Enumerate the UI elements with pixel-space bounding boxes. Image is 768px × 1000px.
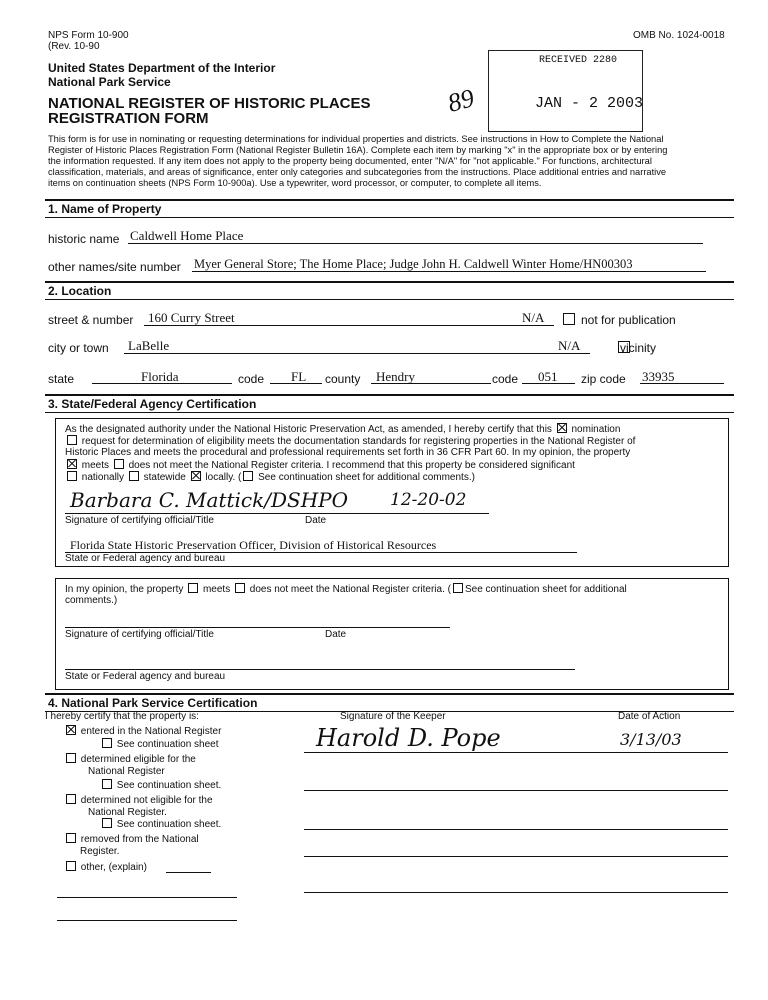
nationally-label: nationally — [81, 472, 125, 483]
section-4-header: 4. National Park Service Certification — [45, 693, 734, 712]
state-line — [92, 383, 232, 384]
not-eligible-label-2: National Register. — [88, 807, 167, 818]
opinion-text-a: In my opinion, the property — [65, 584, 184, 595]
cert-line4 — [65, 459, 575, 471]
not-eligible-continuation-checkbox[interactable] — [102, 818, 112, 828]
section-2-header: 2. Location — [45, 281, 734, 300]
eligible-label-2: National Register — [88, 766, 165, 777]
zip-line — [640, 383, 724, 384]
section-3-header: 3. State/Federal Agency Certification — [45, 394, 734, 413]
option-other — [64, 861, 147, 873]
opinion-continuation-checkbox[interactable] — [453, 583, 463, 593]
vicinity-label: vicinity — [620, 341, 657, 355]
not-for-publication-label: not for publication — [581, 313, 676, 327]
action-date: 3/13/03 — [620, 730, 682, 749]
opinion-agency-label: State or Federal agency and bureau — [65, 671, 226, 682]
not-for-publication-checkbox[interactable] — [563, 313, 575, 325]
intro-line3: the information requested. If any item does not apply to the property being documented, enter "N/A" for "not applicable." For functions, architectural — [48, 156, 652, 166]
other-label: other, (explain) — [80, 862, 147, 873]
historic-name-value[interactable]: Caldwell Home Place — [130, 228, 244, 243]
handwritten-mark: 89 — [444, 83, 478, 118]
form-title-line2: REGISTRATION FORM — [48, 110, 209, 127]
cert-line3: Historic Places and meets the procedural and professional requirements set forth in 36 CFR Part 60. In my opinion, the property — [65, 447, 631, 458]
nationally-checkbox[interactable] — [67, 471, 77, 481]
city-label: city or town — [48, 341, 109, 355]
zip-value[interactable]: 33935 — [642, 369, 675, 384]
option-not-eligible — [64, 794, 213, 806]
opinion-signature-label: Signature of certifying official/Title — [65, 629, 214, 640]
received-stamp — [488, 50, 643, 132]
stamp-date: JAN - 2 2003 — [535, 95, 644, 112]
state-label: state — [48, 372, 75, 386]
keeper-line-1 — [304, 752, 728, 753]
keeper-intro: I hereby certify that the property is: — [45, 711, 199, 722]
opinion-date-label: Date — [325, 629, 347, 640]
opinion-text-d: See continuation sheet for additional — [464, 584, 627, 595]
form-revision: (Rev. 10-90 — [48, 41, 100, 52]
meets-checkbox[interactable] — [67, 459, 77, 469]
county-code-value[interactable]: 051 — [538, 369, 558, 384]
service-name: National Park Service — [48, 75, 171, 89]
other-names-line — [192, 271, 706, 272]
county-value[interactable]: Hendry — [376, 369, 415, 384]
option-not-eligible-cont — [100, 818, 221, 830]
eligible-checkbox[interactable] — [66, 753, 76, 763]
opinion-agency-line — [65, 669, 575, 670]
cert-line5 — [65, 471, 475, 483]
opinion-signature-line — [65, 627, 450, 628]
intro-line2: Register of Historic Places Registration Form (National Register Bulletin 16A). Complete each item by marking "x" in the appropriate box or by entering — [48, 145, 668, 155]
county-line — [371, 383, 491, 384]
cert-line1 — [65, 423, 620, 435]
street-value[interactable]: 160 Curry Street — [148, 310, 235, 325]
other-names-label: other names/site number — [48, 260, 181, 274]
eligible-continuation-checkbox[interactable] — [102, 779, 112, 789]
opinion-meets-checkbox[interactable] — [188, 583, 198, 593]
form-title-line1: NATIONAL REGISTER OF HISTORIC PLACES — [48, 95, 371, 112]
state-code-value[interactable]: FL — [291, 369, 307, 384]
removed-label: removed from the National — [80, 834, 199, 845]
option-eligible — [64, 753, 196, 765]
intro-line4: classification, materials, and areas of significance, enter only categories and subcategories from the instructions. Place additional entries and narrative — [48, 167, 667, 177]
county-code-line — [522, 383, 575, 384]
continuation-sheet-checkbox[interactable] — [243, 471, 253, 481]
department-name: United States Department of the Interior — [48, 61, 276, 75]
option-entered — [64, 725, 221, 737]
cert-line4-text: does not meet the National Register criteria. I recommend that this property be considered significant — [128, 460, 575, 471]
removed-checkbox[interactable] — [66, 833, 76, 843]
cert-line1-text: As the designated authority under the National Historic Preservation Act, as amended, I hereby certify that this — [65, 424, 552, 435]
state-agency-value: Florida State Historic Preservation Officer, Division of Historical Resources — [70, 538, 437, 552]
na-city: N/A — [558, 338, 581, 353]
omb-number: OMB No. 1024-0018 — [633, 30, 725, 41]
removed-label-2: Register. — [80, 846, 120, 857]
street-label: street & number — [48, 313, 134, 327]
form-number: NPS Form 10-900 — [48, 30, 129, 41]
opinion-meets-label: meets — [202, 584, 231, 595]
county-code-label: code — [492, 372, 519, 386]
other-checkbox[interactable] — [66, 861, 76, 871]
option-entered-cont — [100, 738, 219, 750]
entered-continuation-checkbox[interactable] — [102, 738, 112, 748]
cert-line2-text: request for determination of eligibility meets the documentation standards for registering properties in the National Register of — [81, 436, 636, 447]
meets-label: meets — [81, 460, 110, 471]
option-removed — [64, 833, 199, 845]
historic-name-line — [128, 243, 703, 244]
cert-line5-text: See continuation sheet for additional comments.) — [258, 472, 475, 483]
locally-label: locally. ( — [205, 472, 242, 483]
state-official-signature: Barbara C. Mattick/DSHPO — [70, 488, 349, 512]
not-eligible-continuation-label: See continuation sheet. — [116, 819, 222, 830]
city-value[interactable]: LaBelle — [128, 338, 170, 353]
entered-continuation-label: See continuation sheet — [116, 739, 219, 750]
eligible-continuation-label: See continuation sheet. — [116, 780, 222, 791]
opinion-line2: comments.) — [65, 595, 118, 606]
request-determination-checkbox[interactable] — [67, 435, 77, 445]
other-explain-line — [166, 872, 211, 873]
stamp-received-text: RECEIVED 2280 — [539, 55, 618, 66]
state-signature-date: 12-20-02 — [390, 490, 467, 510]
not-eligible-label: determined not eligible for the — [80, 795, 213, 806]
keeper-line-5 — [304, 892, 728, 893]
keeper-line-3 — [304, 829, 728, 830]
opinion-line1 — [65, 583, 627, 595]
date-of-action-label: Date of Action — [618, 711, 681, 722]
state-code-line — [270, 383, 322, 384]
keeper-line-4 — [304, 856, 728, 857]
state-agency-label: State or Federal agency and bureau — [65, 553, 226, 564]
does-not-meet-checkbox[interactable] — [114, 459, 124, 469]
entered-label: entered in the National Register — [80, 726, 222, 737]
not-eligible-checkbox[interactable] — [66, 794, 76, 804]
statewide-checkbox[interactable] — [129, 471, 139, 481]
state-value[interactable]: Florida — [141, 369, 179, 384]
street-line — [144, 325, 554, 326]
option-eligible-cont — [100, 779, 221, 791]
eligible-label: determined eligible for the — [80, 754, 196, 765]
nomination-checkbox[interactable] — [557, 423, 567, 433]
na-street: N/A — [522, 310, 545, 325]
keeper-line-2 — [304, 790, 728, 791]
keeper-signature-label: Signature of the Keeper — [340, 711, 446, 722]
statewide-label: statewide — [143, 472, 186, 483]
state-signature-label: Signature of certifying official/Title — [65, 515, 214, 526]
intro-line5: items on continuation sheets (NPS Form 10-900a). Use a typewriter, word processor, or computer, to complete all items. — [48, 178, 542, 188]
other-names-value[interactable]: Myer General Store; The Home Place; Judge John H. Caldwell Winter Home/HN00303 — [194, 257, 633, 271]
county-label: county — [325, 372, 361, 386]
opinion-text-c: does not meet the National Register criteria. ( — [249, 584, 451, 595]
section-1-header: 1. Name of Property — [45, 199, 734, 218]
locally-checkbox[interactable] — [191, 471, 201, 481]
zip-label: zip code — [581, 372, 626, 386]
opinion-does-not-meet-checkbox[interactable] — [235, 583, 245, 593]
nomination-label: nomination — [571, 424, 621, 435]
city-line — [124, 353, 590, 354]
keeper-signature: Harold D. Pope — [316, 724, 501, 752]
state-signature-line — [65, 513, 489, 514]
intro-line1: This form is for use in nominating or requesting determinations for individual properties and districts. See instructions in How to Complete the National — [48, 134, 664, 144]
state-code-label: code — [238, 372, 265, 386]
historic-name-label: historic name — [48, 232, 120, 246]
state-date-label: Date — [305, 515, 327, 526]
entered-checkbox[interactable] — [66, 725, 76, 735]
other-line-2 — [57, 897, 237, 898]
other-line-3 — [57, 920, 237, 921]
cert-line2 — [65, 435, 635, 447]
